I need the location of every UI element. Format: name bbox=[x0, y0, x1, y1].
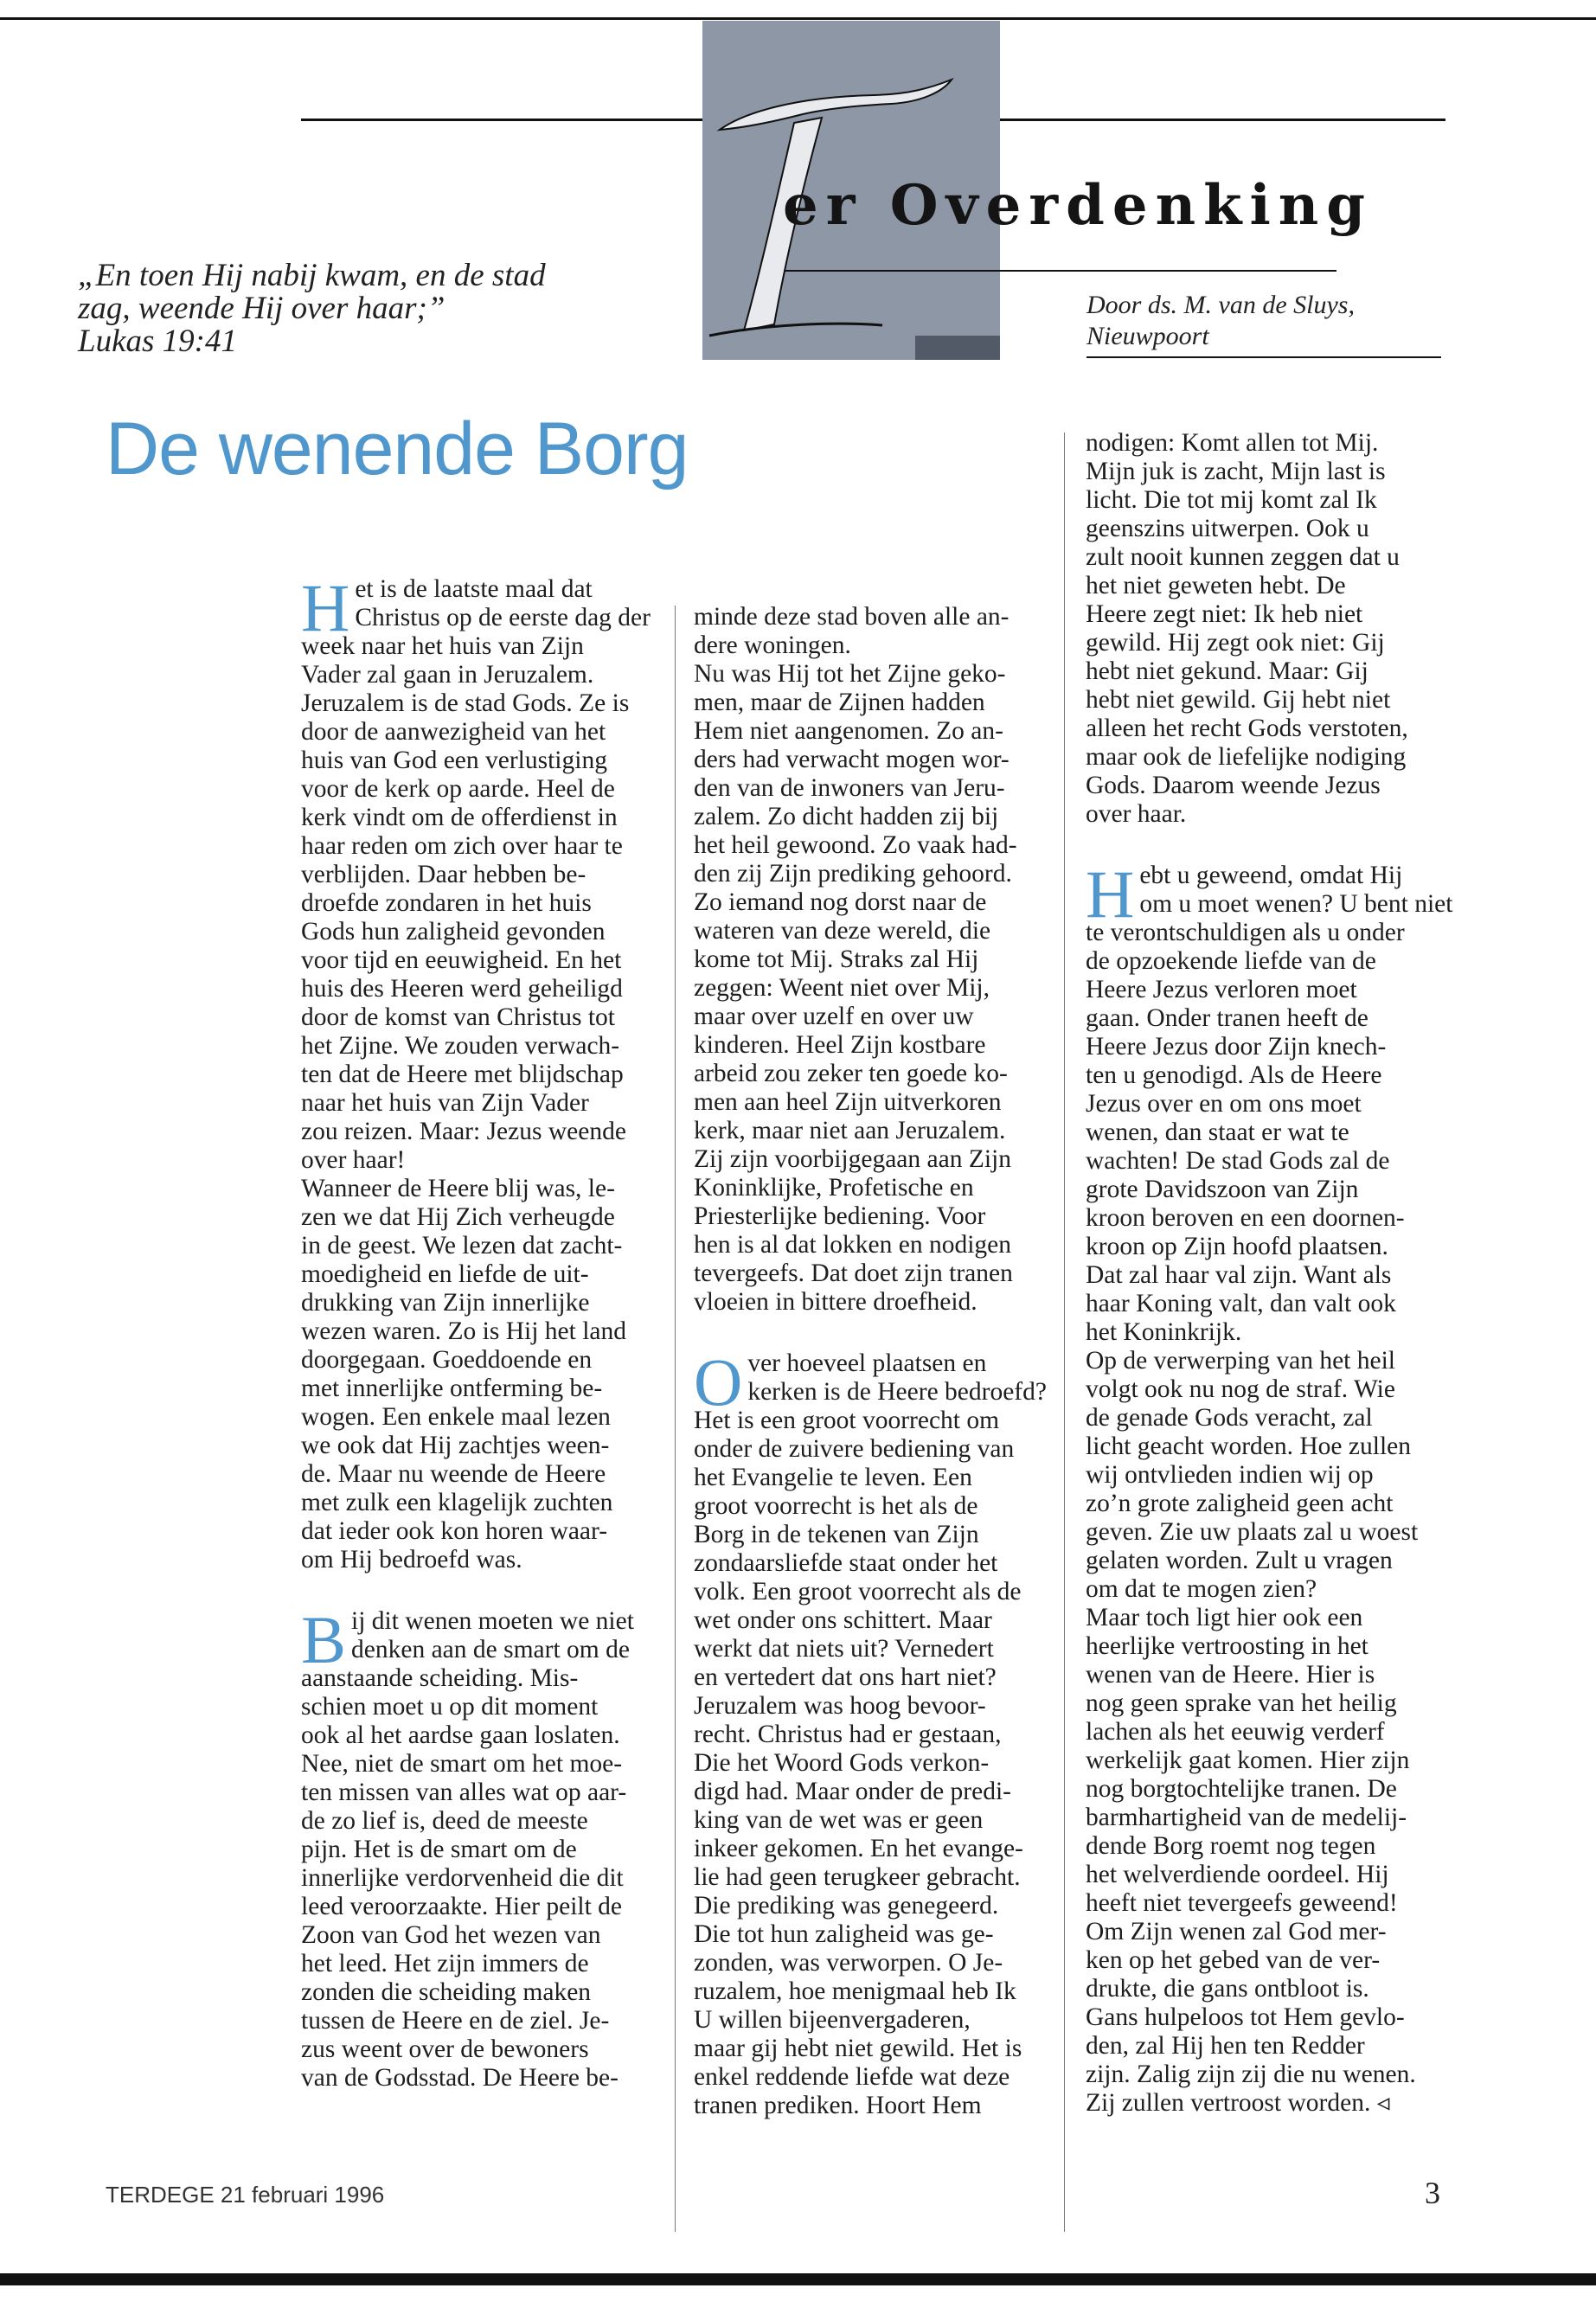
text-line: Heere Jezus door Zijn knech- bbox=[1086, 1033, 1387, 1061]
text-line: het heil gewoond. Zo vaak had- bbox=[694, 831, 1017, 859]
text-line: men, maar de Zijnen hadden bbox=[694, 689, 985, 716]
text-line: den, zal Hij hen ten Redder bbox=[1086, 2032, 1365, 2060]
text-line: innerlijke verdorvenheid die dit bbox=[301, 1864, 624, 1892]
text-line: wenen van de Heere. Hier is bbox=[1086, 1661, 1375, 1689]
text-line: ook al het aardse gaan loslaten. bbox=[301, 1721, 620, 1749]
text-line: om dat te mogen zien? bbox=[1086, 1575, 1317, 1603]
text-line: Gods hun zaligheid gevonden bbox=[301, 918, 606, 945]
text-line: het Zijne. We zouden verwach- bbox=[301, 1032, 620, 1060]
text-line: ten dat de Heere met blijdschap bbox=[301, 1061, 624, 1088]
text-line: verblijden. Daar hebben be- bbox=[301, 861, 586, 888]
text-line: Die prediking was genegeerd. bbox=[694, 1892, 999, 1920]
text-line: alleen het recht Gods verstoten, bbox=[1086, 715, 1408, 742]
text-line: met innerlijke ontferming be- bbox=[301, 1375, 603, 1402]
paragraph bbox=[1086, 856, 1453, 2118]
text-line: om Hij bedroefd was. bbox=[301, 1546, 522, 1574]
text-line: het niet geweten hebt. De bbox=[1086, 572, 1346, 599]
text-line: leed veroorzaakte. Hier peilt de bbox=[301, 1893, 623, 1920]
text-line: het leed. Het zijn immers de bbox=[301, 1950, 589, 1977]
text-line: onder de zuivere bediening van bbox=[694, 1435, 1015, 1463]
paragraph bbox=[694, 1344, 1048, 2120]
header-rule-left bbox=[301, 119, 702, 121]
text-line: Maar toch ligt hier ook een bbox=[1086, 1604, 1363, 1631]
text-line: gelaten worden. Zult u vragen bbox=[1086, 1547, 1393, 1574]
author-byline bbox=[1086, 290, 1433, 352]
text-line: hebt niet gewild. Gij hebt niet bbox=[1086, 686, 1391, 714]
header-color-band-accent bbox=[915, 336, 1000, 360]
byline-line: Door ds. M. van de Sluys, bbox=[1086, 291, 1355, 319]
text-line: wachten! De stad Gods zal de bbox=[1086, 1147, 1390, 1175]
text-line: gewild. Hij zegt ook niet: Gij bbox=[1086, 629, 1385, 657]
text-line: het welverdiende oordeel. Hij bbox=[1086, 1861, 1389, 1888]
text-line: Het is een groot voorrecht om bbox=[694, 1407, 1000, 1434]
text-line: zondaarsliefde staat onder het bbox=[694, 1549, 998, 1577]
text-line: tranen prediken. Hoort Hem bbox=[694, 2092, 982, 2119]
text-line: heeft niet tevergeefs geweend! bbox=[1086, 1889, 1398, 1917]
text-line: zult nooit kunnen zeggen dat u bbox=[1086, 543, 1400, 571]
text-line: schien moet u op dit moment bbox=[301, 1693, 599, 1721]
text-line: Jeruzalem is de stad Gods. Ze is bbox=[301, 689, 630, 717]
text-line: ebt u geweend, omdat Hij bbox=[1139, 862, 1403, 889]
text-line: voor tijd en eeuwigheid. En het bbox=[301, 946, 622, 974]
text-line: nog borgtochtelijke tranen. De bbox=[1086, 1775, 1397, 1803]
text-line: en vertedert dat ons hart niet? bbox=[694, 1663, 997, 1691]
text-line: pijn. Het is de smart om de bbox=[301, 1836, 577, 1863]
text-line: kerk, maar niet aan Jeruzalem. bbox=[694, 1117, 1006, 1144]
text-line: dere woningen. bbox=[694, 631, 851, 659]
text-line: doorgegaan. Goeddoende en bbox=[301, 1346, 593, 1374]
text-line: lachen als het eeuwig verderf bbox=[1086, 1718, 1385, 1746]
paragraph-gap bbox=[301, 1574, 657, 1607]
text-line: licht. Die tot mij komt zal Ik bbox=[1086, 486, 1377, 514]
byline-rule bbox=[1086, 356, 1441, 358]
text-line: Nu was Hij tot het Zijne geko- bbox=[694, 660, 1006, 688]
paragraph-gap bbox=[694, 1317, 1048, 1349]
text-line: over haar. bbox=[1086, 800, 1187, 828]
text-line: Die tot hun zaligheid was ge- bbox=[694, 1920, 994, 1948]
text-line: drukte, die gans ontbloot is. bbox=[1086, 1975, 1369, 2003]
text-line: Hem niet aangenomen. Zo an- bbox=[694, 717, 1003, 745]
text-line: zou reizen. Maar: Jezus weende bbox=[301, 1118, 626, 1145]
text-line: met zulk een klagelijk zuchten bbox=[301, 1489, 613, 1516]
drop-cap: B bbox=[301, 1602, 347, 1677]
page-number: 3 bbox=[1425, 2176, 1440, 2210]
paragraph bbox=[301, 1602, 657, 2093]
text-line: hebt niet gekund. Maar: Gij bbox=[1086, 657, 1368, 685]
text-line: Gods. Daarom weende Jezus bbox=[1086, 772, 1381, 799]
text-line: Jeruzalem was hoog bevoor- bbox=[694, 1692, 986, 1720]
text-line: maar ook de liefelijke nodiging bbox=[1086, 743, 1407, 771]
text-line: moedigheid en liefde de uit- bbox=[301, 1260, 589, 1288]
text-line: Gans hulpeloos tot Hem gevlo- bbox=[1086, 2003, 1405, 2031]
text-line: de zo lief is, deed de meeste bbox=[301, 1807, 588, 1835]
drop-cap: H bbox=[1086, 856, 1135, 932]
paragraph bbox=[1086, 429, 1449, 829]
text-line: den zij Zijn prediking gehoord. bbox=[694, 860, 1012, 888]
text-line: werkt dat niets uit? Vernedert bbox=[694, 1635, 994, 1663]
text-line: grote Davidszoon van Zijn bbox=[1086, 1176, 1359, 1203]
text-line: Heere zegt niet: Ik heb niet bbox=[1086, 600, 1363, 628]
text-line: dende Borg roemt nog tegen bbox=[1086, 1832, 1376, 1860]
text-line: Mijn juk is zacht, Mijn last is bbox=[1086, 458, 1386, 485]
text-line: ders had verwacht mogen wor- bbox=[694, 746, 1010, 773]
text-line: vloeien in bittere droefheid. bbox=[694, 1288, 977, 1316]
text-line: om u moet wenen? U bent niet bbox=[1139, 890, 1453, 918]
text-line: volgt ook nu nog de straf. Wie bbox=[1086, 1375, 1395, 1403]
text-line: door de aanwezigheid van het bbox=[301, 718, 606, 746]
text-line: zonden, was verworpen. O Je- bbox=[694, 1949, 1003, 1977]
text-line: zonden die scheiding maken bbox=[301, 1978, 592, 2006]
text-line: Heere Jezus verloren moet bbox=[1086, 976, 1357, 1003]
text-line: het Evangelie te leven. Een bbox=[694, 1464, 972, 1491]
text-line: ver hoeveel plaatsen en bbox=[747, 1349, 987, 1377]
bottom-page-rule bbox=[0, 2273, 1596, 2285]
text-line: drukking van Zijn innerlijke bbox=[301, 1289, 590, 1317]
quote-reference: Lukas 19:41 bbox=[78, 324, 237, 359]
article-column-1 bbox=[301, 570, 657, 2093]
text-line: aanstaande scheiding. Mis- bbox=[301, 1664, 579, 1692]
text-line: ij dit wenen moeten we niet bbox=[351, 1607, 634, 1635]
column-divider-2 bbox=[1064, 433, 1065, 2232]
text-line: naar het huis van Zijn Vader bbox=[301, 1089, 589, 1117]
text-line: voor de kerk op aarde. Heel de bbox=[301, 775, 615, 803]
text-line: Nee, niet de smart om het moe- bbox=[301, 1750, 623, 1778]
text-line: Borg in de tekenen van Zijn bbox=[694, 1521, 979, 1548]
article-column-3 bbox=[1086, 429, 1453, 2118]
text-line: kinderen. Heel Zijn kostbare bbox=[694, 1031, 986, 1059]
paragraph bbox=[694, 603, 1048, 1317]
text-line: ruzalem, hoe menigmaal heb Ik bbox=[694, 1977, 1016, 2005]
text-line: we ook dat Hij zachtjes ween- bbox=[301, 1432, 610, 1459]
text-line: van de Godsstad. De Heere be- bbox=[301, 2064, 619, 2092]
text-line: groot voorrecht is het als de bbox=[694, 1492, 978, 1520]
text-line: de genade Gods veracht, zal bbox=[1086, 1404, 1373, 1432]
text-line: licht geacht worden. Hoe zullen bbox=[1086, 1433, 1411, 1460]
text-line: Op de verwerping van het heil bbox=[1086, 1347, 1395, 1375]
article-column-2 bbox=[694, 603, 1048, 2120]
text-line: over haar! bbox=[301, 1146, 406, 1174]
footer-publication-date: TERDEGE 21 februari 1996 bbox=[106, 2182, 385, 2208]
text-line: werkelijk gaat komen. Hier zijn bbox=[1086, 1747, 1410, 1774]
top-page-rule bbox=[0, 17, 1596, 20]
text-line: de opzoekende liefde van de bbox=[1086, 947, 1376, 975]
text-line: droefde zondaren in het huis bbox=[301, 889, 592, 917]
quote-line: „En toen Hij nabij kwam, en de stad bbox=[78, 258, 546, 293]
text-line: volk. Een groot voorrecht als de bbox=[694, 1578, 1022, 1606]
text-line: hen is al dat lokken en nodigen bbox=[694, 1231, 1012, 1259]
text-line: kerken is de Heere bedroefd? bbox=[747, 1378, 1047, 1406]
text-line: wij ontvlieden indien wij op bbox=[1086, 1461, 1374, 1489]
text-line: zen we dat Hij Zich verheugde bbox=[301, 1203, 615, 1231]
text-line: in de geest. We lezen dat zacht- bbox=[301, 1232, 623, 1259]
text-line: den van de inwoners van Jeru- bbox=[694, 774, 1005, 802]
text-line: haar Koning valt, dan valt ook bbox=[1086, 1290, 1396, 1317]
text-line: inkeer gekomen. En het evange- bbox=[694, 1835, 1023, 1862]
text-line: door de komst van Christus tot bbox=[301, 1003, 616, 1031]
text-line: Koninklijke, Profetische en bbox=[694, 1174, 974, 1202]
text-line: zo’n grote zaligheid geen acht bbox=[1086, 1490, 1394, 1517]
drop-cap: H bbox=[301, 570, 350, 645]
text-line: Zij zijn voorbijgegaan aan Zijn bbox=[694, 1145, 1011, 1173]
text-line: wogen. Een enkele maal lezen bbox=[301, 1403, 611, 1431]
text-line: kroon beroven en een doornen- bbox=[1086, 1204, 1405, 1232]
section-title bbox=[783, 173, 1373, 238]
text-line: Wanneer de Heere blij was, le- bbox=[301, 1175, 615, 1202]
text-line: haar reden om zich over haar te bbox=[301, 832, 623, 860]
text-line: gaan. Onder tranen heeft de bbox=[1086, 1004, 1368, 1032]
text-line: dat ieder ook kon horen waar- bbox=[301, 1517, 608, 1545]
paragraph bbox=[301, 570, 657, 1574]
column-divider-1 bbox=[675, 606, 676, 2232]
text-line: zijn. Zalig zijn zij die nu wenen. bbox=[1086, 2061, 1416, 2088]
text-line: king van de wet was er geen bbox=[694, 1806, 984, 1834]
text-line: huis des Heeren werd geheiligd bbox=[301, 975, 623, 1003]
text-line: denken aan de smart om de bbox=[351, 1636, 630, 1663]
text-line: zalem. Zo dicht hadden zij bij bbox=[694, 803, 999, 830]
text-line: kerk vindt om de offerdienst in bbox=[301, 804, 618, 831]
text-line: maar gij hebt niet gewild. Het is bbox=[694, 2035, 1022, 2062]
text-line: wet onder ons schittert. Maar bbox=[694, 1606, 992, 1634]
text-line: ken op het gebed van de ver- bbox=[1086, 1946, 1381, 1974]
text-line: huis van God een verlustiging bbox=[301, 747, 607, 774]
text-line: wenen, dan staat er wat te bbox=[1086, 1118, 1349, 1146]
text-line: Vader zal gaan in Jeruzalem. bbox=[301, 661, 594, 689]
text-line: de. Maar nu weende de Heere bbox=[301, 1460, 606, 1488]
header-rule-right bbox=[1000, 119, 1445, 121]
text-line: U willen bijeenvergaderen, bbox=[694, 2006, 971, 2034]
text-line: wateren van deze wereld, die bbox=[694, 917, 991, 945]
text-line: ten u genodigd. Als de Heere bbox=[1086, 1061, 1382, 1089]
text-line: arbeid zou zeker ten goede ko- bbox=[694, 1060, 1008, 1087]
text-line: Zij zullen vertroost worden. ◃ bbox=[1086, 2089, 1390, 2117]
article-headline: De wenende Borg bbox=[106, 407, 689, 490]
text-line: week naar het huis van Zijn bbox=[301, 632, 584, 660]
section-title-text: er Overdenking bbox=[783, 173, 1374, 238]
text-line: Jezus over en om ons moet bbox=[1086, 1090, 1362, 1118]
text-line: Priesterlijke bediening. Voor bbox=[694, 1202, 986, 1230]
text-line: et is de laatste maal dat bbox=[355, 575, 593, 603]
text-line: digd had. Maar onder de predi- bbox=[694, 1778, 1011, 1805]
text-line: enkel reddende liefde wat deze bbox=[694, 2063, 1010, 2091]
text-line: Dat zal haar val zijn. Want als bbox=[1086, 1261, 1392, 1289]
text-line: heerlijke vertroosting in het bbox=[1086, 1632, 1368, 1660]
text-line: minde deze stad boven alle an- bbox=[694, 603, 1010, 631]
scripture-quote bbox=[78, 260, 631, 358]
text-line: recht. Christus had er gestaan, bbox=[694, 1721, 1002, 1748]
text-line: geven. Zie uw plaats zal u woest bbox=[1086, 1518, 1419, 1546]
text-line: lie had geen terugkeer gebracht. bbox=[694, 1863, 1021, 1891]
text-line: tevergeefs. Dat doet zijn tranen bbox=[694, 1259, 1013, 1287]
text-line: Christus op de eerste dag der bbox=[355, 604, 651, 631]
text-line: nog geen sprake van het heilig bbox=[1086, 1689, 1397, 1717]
text-line: ten missen van alles wat op aar- bbox=[301, 1779, 627, 1806]
text-line: men aan heel Zijn uitverkoren bbox=[694, 1088, 1002, 1116]
text-line: nodigen: Komt allen tot Mij. bbox=[1086, 429, 1379, 457]
text-line: tussen de Heere en de ziel. Je- bbox=[301, 2007, 610, 2035]
paragraph-gap bbox=[1086, 829, 1449, 862]
drop-cap: O bbox=[694, 1344, 743, 1420]
text-line: te verontschuldigen als u onder bbox=[1086, 919, 1405, 946]
text-line: wezen waren. Zo is Hij het land bbox=[301, 1317, 626, 1345]
text-line: Zoon van God het wezen van bbox=[301, 1921, 601, 1949]
byline-line: Nieuwpoort bbox=[1086, 322, 1209, 350]
text-line: geenszins uitwerpen. Ook u bbox=[1086, 515, 1369, 542]
text-line: het Koninkrijk. bbox=[1086, 1318, 1242, 1346]
quote-line: zag, weende Hij over haar;” bbox=[78, 291, 445, 326]
text-line: barmhartigheid van de medelij- bbox=[1086, 1804, 1407, 1831]
text-line: Om Zijn wenen zal God mer- bbox=[1086, 1918, 1387, 1945]
text-line: kome tot Mij. Straks zal Hij bbox=[694, 945, 979, 973]
text-line: kroon op Zijn hoofd plaatsen. bbox=[1086, 1233, 1388, 1260]
text-line: maar over uzelf en over uw bbox=[694, 1003, 974, 1030]
text-line: Die het Woord Gods verkon- bbox=[694, 1749, 990, 1777]
text-line: Zo iemand nog dorst naar de bbox=[694, 888, 987, 916]
text-line: zeggen: Weent niet over Mij, bbox=[694, 974, 990, 1002]
text-line: zus weent over de bewoners bbox=[301, 2035, 589, 2063]
